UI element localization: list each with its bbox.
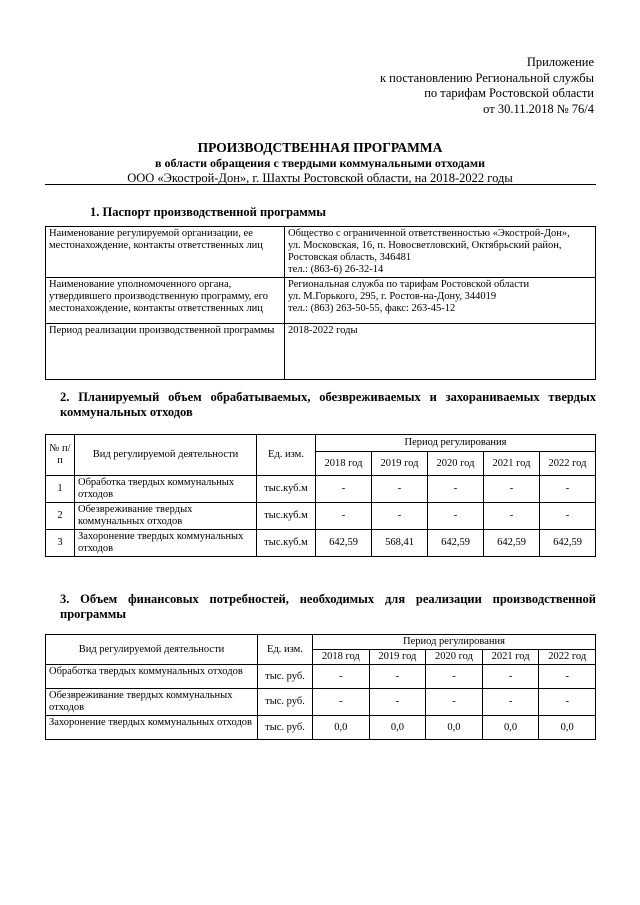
row-value: - (369, 665, 426, 689)
row-value: - (428, 503, 484, 530)
table-row (46, 530, 596, 557)
row-value: 0,0 (369, 716, 426, 740)
row-value: - (316, 503, 372, 530)
annex-block (380, 55, 594, 117)
col-year-header: 2018 год (313, 650, 370, 665)
col-year-header: 2019 год (369, 650, 426, 665)
annex-line: Приложение (526, 55, 594, 69)
row-value: - (369, 689, 426, 716)
table-row (46, 689, 596, 716)
row-value: - (426, 665, 483, 689)
passport-value (285, 278, 596, 324)
row-unit: тыс.куб.м (257, 503, 316, 530)
value-line: Общество с ограниченной ответственностью «Экострой-Дон», (288, 228, 570, 239)
row-activity: Обезвреживание твердых коммунальных отходов (75, 503, 257, 530)
row-activity: Захоронение твердых коммунальных отходов (46, 716, 258, 740)
row-value: 642,59 (428, 530, 484, 557)
value-line: тел.: (863-6) 26-32-14 (288, 264, 384, 275)
row-unit: тыс. руб. (258, 665, 313, 689)
row-value: 642,59 (484, 530, 540, 557)
passport-label: Наименование регулируемой организации, ее местонахождение, контакты ответственных лиц (46, 227, 285, 278)
row-unit: тыс. руб. (258, 716, 313, 740)
passport-label: Период реализации производственной программы (46, 324, 285, 380)
col-activity-header: Вид регулируемой деятельности (46, 635, 258, 665)
row-value: - (539, 665, 596, 689)
passport-label: Наименование уполномоченного органа, утвердившего производственную программу, его местонахождение, контакты ответственных лиц (46, 278, 285, 324)
row-unit: тыс. руб. (258, 689, 313, 716)
table-row (46, 278, 596, 324)
title-divider (45, 184, 596, 185)
row-value: - (316, 476, 372, 503)
row-activity: Обработка твердых коммунальных отходов (75, 476, 257, 503)
col-num-header: № п/п (46, 435, 75, 476)
value-line: ул. М.Горького, 295, г. Ростов-на-Дону, 344019 (288, 291, 497, 302)
row-value: 0,0 (426, 716, 483, 740)
row-value: - (313, 665, 370, 689)
title-org: ООО «Экострой-Дон», г. Шахты Ростовской области, на 2018-2022 годы (127, 171, 513, 185)
row-activity: Захоронение твердых коммунальных отходов (75, 530, 257, 557)
value-line: ул. Московская, 16, п. Новосветловский, Октябрьский район, (288, 240, 562, 251)
value-line: Региональная служба по тарифам Ростовской области (288, 279, 530, 290)
table-row (46, 503, 596, 530)
row-activity: Обезвреживание твердых коммунальных отходов (46, 689, 258, 716)
col-year-header: 2021 год (482, 650, 539, 665)
title-main: ПРОИЗВОДСТВЕННАЯ ПРОГРАММА (197, 140, 443, 155)
section2-heading: 2. Планируемый объем обрабатываемых, обезвреживаемых и захораниваемых твердых коммунальных отходов (60, 390, 596, 419)
col-unit-header: Ед. изм. (257, 435, 316, 476)
row-value: - (540, 503, 596, 530)
value-line: Ростовская область, 346481 (288, 252, 412, 263)
col-unit-header: Ед. изм. (258, 635, 313, 665)
row-value: - (428, 476, 484, 503)
col-year-header: 2021 год (484, 452, 540, 476)
row-value: - (313, 689, 370, 716)
table-header-row (46, 635, 596, 650)
section1-heading: 1. Паспорт производственной программы (90, 205, 327, 219)
row-value: - (540, 476, 596, 503)
row-value: - (482, 665, 539, 689)
col-year-header: 2022 год (539, 650, 596, 665)
col-year-header: 2018 год (316, 452, 372, 476)
table-row (46, 476, 596, 503)
section3-heading: 3. Объем финансовых потребностей, необходимых для реализации производственной программы (60, 592, 596, 621)
passport-value (285, 324, 596, 380)
table-row (46, 227, 596, 278)
col-year-header: 2019 год (372, 452, 428, 476)
row-value: - (426, 689, 483, 716)
row-value: 0,0 (313, 716, 370, 740)
volume-table (45, 434, 596, 557)
row-value: - (484, 503, 540, 530)
col-activity-header: Вид регулируемой деятельности (75, 435, 257, 476)
row-value: 0,0 (539, 716, 596, 740)
row-value: - (372, 503, 428, 530)
row-num: 1 (46, 476, 75, 503)
value-line: 2018-2022 годы (288, 325, 358, 336)
row-value: - (484, 476, 540, 503)
document-title (45, 140, 595, 186)
passport-value (285, 227, 596, 278)
row-activity: Обработка твердых коммунальных отходов (46, 665, 258, 689)
row-unit: тыс.куб.м (257, 530, 316, 557)
annex-line: к постановлению Региональной службы (379, 70, 594, 85)
passport-table (45, 226, 596, 380)
table-header-row (46, 435, 596, 452)
finance-table (45, 634, 596, 740)
table-row (46, 324, 596, 380)
row-value: - (482, 689, 539, 716)
row-value: - (372, 476, 428, 503)
table-row (46, 716, 596, 740)
annex-line: по тарифам Ростовской области (424, 86, 594, 100)
row-num: 3 (46, 530, 75, 557)
value-line: тел.: (863) 263-50-55, факс: 263-45-12 (288, 303, 456, 314)
col-year-header: 2022 год (540, 452, 596, 476)
row-value: 642,59 (540, 530, 596, 557)
title-sub: в области обращения с твердыми коммунальными отходами (154, 156, 485, 170)
col-period-header: Период регулирования (316, 435, 596, 452)
row-value: - (539, 689, 596, 716)
col-year-header: 2020 год (426, 650, 483, 665)
col-year-header: 2020 год (428, 452, 484, 476)
col-period-header: Период регулирования (313, 635, 596, 650)
row-value: 568,41 (372, 530, 428, 557)
table-row (46, 665, 596, 689)
row-num: 2 (46, 503, 75, 530)
row-value: 0,0 (482, 716, 539, 740)
annex-line: от 30.11.2018 № 76/4 (483, 101, 594, 116)
row-value: 642,59 (316, 530, 372, 557)
row-unit: тыс.куб.м (257, 476, 316, 503)
